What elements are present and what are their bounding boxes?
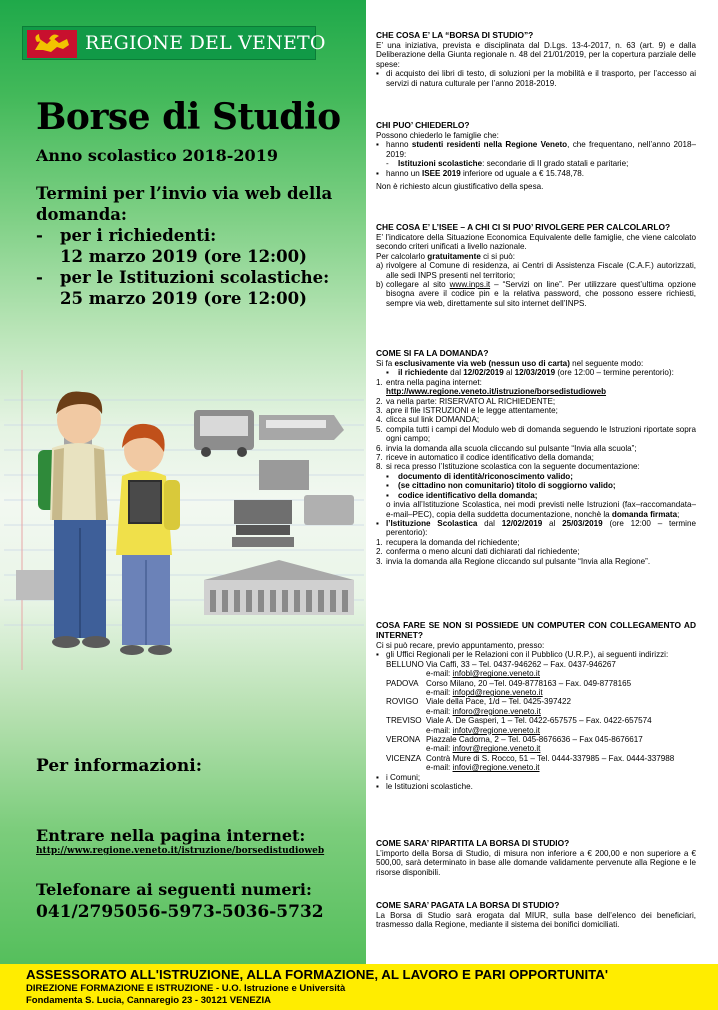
phone-numbers: 041/2795056-5973-5036-5732	[36, 902, 324, 922]
deadline-item-date: 25 marzo 2019 (ore 12:00)	[60, 289, 307, 308]
web-label: Entrare nella pagina internet:	[36, 826, 306, 845]
office-email: e-mail: infopd@regione.veneto.it	[426, 688, 543, 698]
deadline-heading-line-2: domanda:	[36, 205, 128, 224]
section-no-computer	[376, 620, 696, 792]
list-subitem: ▪ documento di identità/riconoscimento valido;	[386, 471, 573, 481]
list-item: ▪ il richiedente dal 12/02/2019 al 12/03/2019 (ore 12:00 – termine perentorio):	[386, 368, 674, 378]
section-who-can	[376, 120, 696, 191]
list-item: 1. recupera la domanda del richiedente;	[376, 537, 520, 547]
section-distribution	[376, 838, 696, 877]
section-paragraph: E’ l’indicatore della Situazione Economica Equivalente delle famiglie, che viene calcolato secondo criteri unificati a livello nazionale.	[376, 233, 696, 252]
office-email: e-mail: infotv@regione.veneto.it	[426, 725, 540, 735]
office-email: e-mail: infobl@regione.veneto.it	[426, 669, 540, 679]
section-title: COSA FARE SE NON SI POSSIEDE UN COMPUTER CON COLLEGAMENTO AD INTERNET?	[376, 620, 696, 640]
section-paragraph: La Borsa di Studio sarà erogata dal MIUR, sulla base dell’elenco dei beneficiari, trasmesso dalla Regione, mediante il sistema dei bonifici domiciliati.	[376, 911, 696, 930]
office-row: PADOVA Corso Milano, 20 –Tel. 049-8778163 – Fax. 049-8778165	[386, 678, 632, 688]
list-item: a) rivolgere al Comune di residenza, ai Centri di Assistenza Fiscale (C.A.F.) autorizzati, alle sedi INPS presenti nel territorio;	[376, 261, 696, 280]
list-item: 5. compila tutti i campi del Modulo web di domanda seguendo le Istruzioni riportate sopra ogni campo;	[376, 424, 696, 444]
office-row: BELLUNO Via Caffi, 33 – Tel. 0437-946262 – Fax. 0437-946267	[386, 659, 616, 669]
list-subitem: ▪ (se cittadino non comunitario) titolo di soggiorno valido;	[386, 481, 616, 491]
application-link[interactable]: http://www.regione.veneto.it/istruzione/borsedistudioweb	[386, 387, 607, 397]
list-item: ▪ le Istituzioni scolastiche.	[376, 782, 473, 792]
section-payment	[376, 900, 696, 930]
list-item: ▪ hanno un ISEE 2019 inferiore od uguale a € 15.748,78.	[376, 168, 585, 178]
list-item: b) collegare al sito www.inps.it – “Servizi on line”. Per utilizzare quest’ultima opzione bisogna avere il codice pin e la relativa password, che possono essere richiesti, sempre via web, direttamente sul sito internet dell’INPS.	[376, 280, 696, 308]
left-poster-panel	[0, 0, 366, 964]
list-item: ▪ hanno studenti residenti nella Regione Veneto, che frequentano, nell’anno 2018–2019:	[376, 140, 696, 159]
office-email: e-mail: infovi@regione.veneto.it	[426, 763, 540, 773]
list-item: 6. invia la domanda alla scuola cliccando sul pulsante “Invia alla scuola”;	[376, 443, 637, 453]
section-paragraph: L’importo della Borsa di Studio, di misura non inferiore a € 200,00 e non superiore a € 500,00, sarà determinato in base alle domande validamente pervenute alla Regione e le risorse disponibili.	[376, 849, 696, 877]
footer-department: ASSESSORATO ALL'ISTRUZIONE, ALLA FORMAZIONE, AL LAVORO E PARI OPPORTUNITA'	[26, 967, 609, 982]
office-row: TREVISO Viale A. De Gasperi, 1 – Tel. 0422-657575 – Fax. 0422-657574	[386, 716, 652, 726]
list-item: ▪ l’Istituzione Scolastica dal 12/02/2019 al 25/03/2019 (ore 12:00 – termine perentorio):	[376, 518, 696, 538]
square-bullet-icon: ▪	[386, 490, 389, 500]
square-bullet-icon: ▪	[386, 471, 389, 481]
section-how-to-apply	[376, 348, 696, 566]
office-row: VERONA Piazzale Cadorna, 2 – Tel. 045-8676636 – Fax 045-8676617	[386, 735, 643, 745]
list-item: 8. si reca presso l’Istituzione scolastica con la seguente documentazione:	[376, 462, 640, 472]
info-heading: Per informazioni:	[36, 756, 202, 776]
square-bullet-icon: ▪	[376, 650, 379, 660]
footer	[0, 964, 718, 1010]
footer-direction: DIREZIONE FORMAZIONE E ISTRUZIONE - U.O. Istruzione e Università	[26, 983, 346, 994]
school-year-subtitle: Anno scolastico 2018-2019	[36, 146, 278, 165]
square-bullet-icon: ▪	[386, 368, 389, 378]
section-paragraph: E’ una iniziativa, prevista e disciplinata dal D.Lgs. 13-4-2017, n. 63 (art. 9) e dalla Deliberazione della Giunta regionale n. 48 del 21/01/2019, per la copertura parziale delle spese:	[376, 41, 696, 69]
list-item: ▪ i Comuni;	[376, 772, 421, 782]
list-item: 2. conferma o meno alcuni dati dichiarati dal richiedente;	[376, 547, 580, 557]
deadline-heading-line-1: Termini per l’invio via web della	[36, 184, 333, 203]
deadline-item-date: 12 marzo 2019 (ore 12:00)	[60, 247, 307, 266]
inps-link[interactable]: www.inps.it	[449, 280, 491, 290]
deadline-item-label: - per i richiedenti:	[36, 226, 217, 245]
square-bullet-icon: ▪	[376, 772, 379, 782]
section-title: COME SARA’ PAGATA LA BORSA DI STUDIO?	[376, 900, 560, 910]
list-subitem: - Istituzioni scolastiche: secondarie di II grado statali e paritarie;	[386, 159, 629, 169]
section-paragraph: Non è richiesto alcun giustificativo della spesa.	[376, 182, 544, 192]
section-paragraph: Ci si può recare, previo appuntamento, presso:	[376, 641, 545, 650]
office-email: e-mail: infovr@regione.veneto.it	[426, 744, 541, 754]
page-title: Borse di Studio	[36, 96, 341, 138]
phone-label: Telefonare ai seguenti numeri:	[36, 880, 312, 899]
students-illustration	[4, 370, 364, 670]
list-item: ▪ di acquisto dei libri di testo, di soluzioni per la mobilità e il trasporto, per l’accesso ai servizi di natura culturale per l’anno 2018-2019.	[376, 69, 696, 88]
list-item: 3. apre il file ISTRUZIONI e le legge attentamente;	[376, 406, 558, 416]
list-item: 1. entra nella pagina internet:	[376, 377, 482, 387]
list-item: 2. va nella parte: RISERVATO AL RICHIEDENTE;	[376, 396, 556, 406]
square-bullet-icon: ▪	[376, 782, 379, 792]
square-bullet-icon: ▪	[386, 481, 389, 491]
office-email: e-mail: inforo@regione.veneto.it	[426, 706, 541, 716]
list-item: 3. invia la domanda alla Regione cliccando sul pulsante “Invia alla Regione”.	[376, 556, 651, 566]
square-bullet-icon: ▪	[376, 518, 379, 528]
square-bullet-icon: ▪	[376, 168, 379, 178]
office-row: ROVIGO Viale della Pace, 1/d – Tel. 0425-397422	[386, 697, 572, 707]
info-web-link[interactable]: http://www.regione.veneto.it/istruzione/borsedistudioweb	[36, 846, 325, 856]
list-item: 4. clicca sul link DOMANDA;	[376, 415, 480, 425]
list-subitem: ▪ codice identificativo della domanda;	[386, 490, 538, 500]
section-what-is	[376, 30, 696, 88]
logo-text: REGIONE DEL VENETO	[85, 32, 326, 54]
section-title: CHE COSA E’ L’ISEE – A CHI CI SI PUO’ RIVOLGERE PER CALCOLARLO?	[376, 222, 671, 232]
section-title: COME SI FA LA DOMANDA?	[376, 348, 489, 358]
deadline-item-label: - per le Istituzioni scolastiche:	[36, 268, 330, 287]
list-item: 7. riceve in automatico il codice identificativo della domanda;	[376, 453, 594, 463]
section-isee	[376, 222, 696, 308]
section-title: COME SARA’ RIPARTITA LA BORSA DI STUDIO?	[376, 838, 570, 848]
lion-emblem-icon	[27, 30, 77, 58]
info-column	[376, 20, 698, 960]
deadline-block	[36, 183, 356, 309]
regione-veneto-logo	[22, 26, 326, 60]
square-bullet-icon: ▪	[376, 140, 379, 150]
section-title: CHE COSA E’ LA “BORSA DI STUDIO”?	[376, 30, 534, 40]
section-paragraph: Si fa esclusivamente via web (nessun uso di carta) nel seguente modo:	[376, 359, 644, 368]
list-item: ▪ gli Uffici Regionali per le Relazioni con il Pubblico (U.R.P.), ai seguenti indirizzi:	[376, 650, 669, 660]
section-paragraph: Per calcolarlo gratuitamente ci si può:	[376, 251, 516, 261]
square-bullet-icon: ▪	[376, 69, 379, 79]
footer-address: Fondamenta S. Lucia, Cannaregio 23 - 30121 VENEZIA	[26, 995, 271, 1006]
office-row: VICENZA Contrà Mure di S. Rocco, 51 – Tel. 0444-337985 – Fax. 0444-337988	[386, 753, 675, 763]
section-paragraph: Possono chiederlo le famiglie che:	[376, 131, 499, 140]
section-title: CHI PUO’ CHIEDERLO?	[376, 120, 470, 130]
list-note: o invia all’Istituzione Scolastica, nei modi previsti nelle Istruzioni (fax–raccomandata–e-mail–PEC), copia della suddetta documentazione, nonchè la domanda firmata;	[386, 500, 696, 519]
